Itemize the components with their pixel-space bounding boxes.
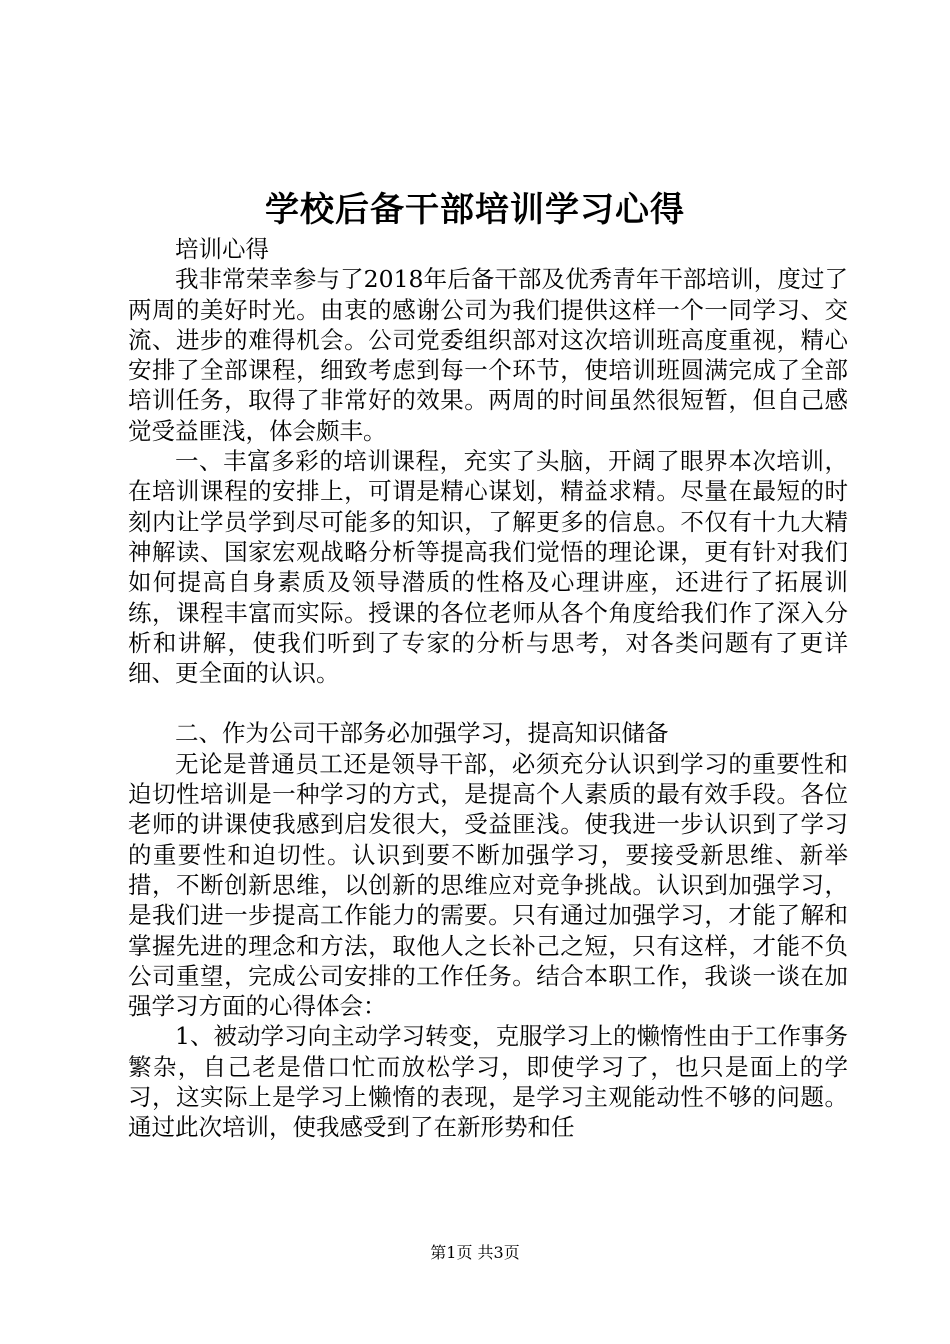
section-heading: 二、作为公司干部务必加强学习，提高知识储备 bbox=[175, 719, 669, 748]
page-number: 第1页 共3页 bbox=[430, 1243, 520, 1262]
section-label: 培训心得 bbox=[175, 235, 269, 263]
document-body bbox=[128, 234, 848, 1143]
paragraph: 1、被动学习向主动学习转变，克服学习上的懒惰性由于工作事务繁杂，自己老是借口忙而放松学习，即使学习了，也只是面上的学习，这实际上是学习上懒惰的表现，是学习主观能动性不够的问题。通过此次培训，使我感受到了在新形势和任 bbox=[128, 1022, 848, 1142]
paragraph: 一、丰富多彩的培训课程，充实了头脑，开阔了眼界本次培训，在培训课程的安排上，可谓是精心谋划，精益求精。尽量在最短的时刻内让学员学到尽可能多的知识，了解更多的信息。不仅有十九大精神解读、国家宏观战略分析等提高我们觉悟的理论课，更有针对我们如何提高自身素质及领导潜质的性格及心理讲座，还进行了拓展训练，课程丰富而实际。授课的各位老师从各个角度给我们作了深入分析和讲解，使我们听到了专家的分析与思考，对各类问题有了更详细、更全面的认识。 bbox=[128, 447, 848, 688]
document-title: 学校后备干部培训学习心得 bbox=[265, 190, 685, 230]
paragraph: 我非常荣幸参与了2018年后备干部及优秀青年干部培训，度过了两周的美好时光。由衷的感谢公司为我们提供这样一个一同学习、交流、进步的难得机会。公司党委组织部对这次培训班高度重视，精心安排了全部课程，细致考虑到每一个环节，使培训班圆满完成了全部培训任务，取得了非常好的效果。两周的时间虽然很短暂，但自己感觉受益匪浅，体会颇丰。 bbox=[128, 265, 848, 445]
paragraph: 无论是普通员工还是领导干部，必须充分认识到学习的重要性和迫切性培训是一种学习的方式，是提高个人素质的最有效手段。各位老师的讲课使我感到启发很大，受益匪浅。使我进一步认识到了学习的重要性和迫切性。认识到要不断加强学习，要接受新思维、新举措，不断创新思维，以创新的思维应对竞争挑战。认识到加强学习，是我们进一步提高工作能力的需要。只有通过加强学习，才能了解和掌握先进的理念和方法，取他人之长补己之短，只有这样，才能不负公司重望，完成公司安排的工作任务。结合本职工作，我谈一谈在加强学习方面的心得体会： bbox=[128, 749, 848, 1021]
